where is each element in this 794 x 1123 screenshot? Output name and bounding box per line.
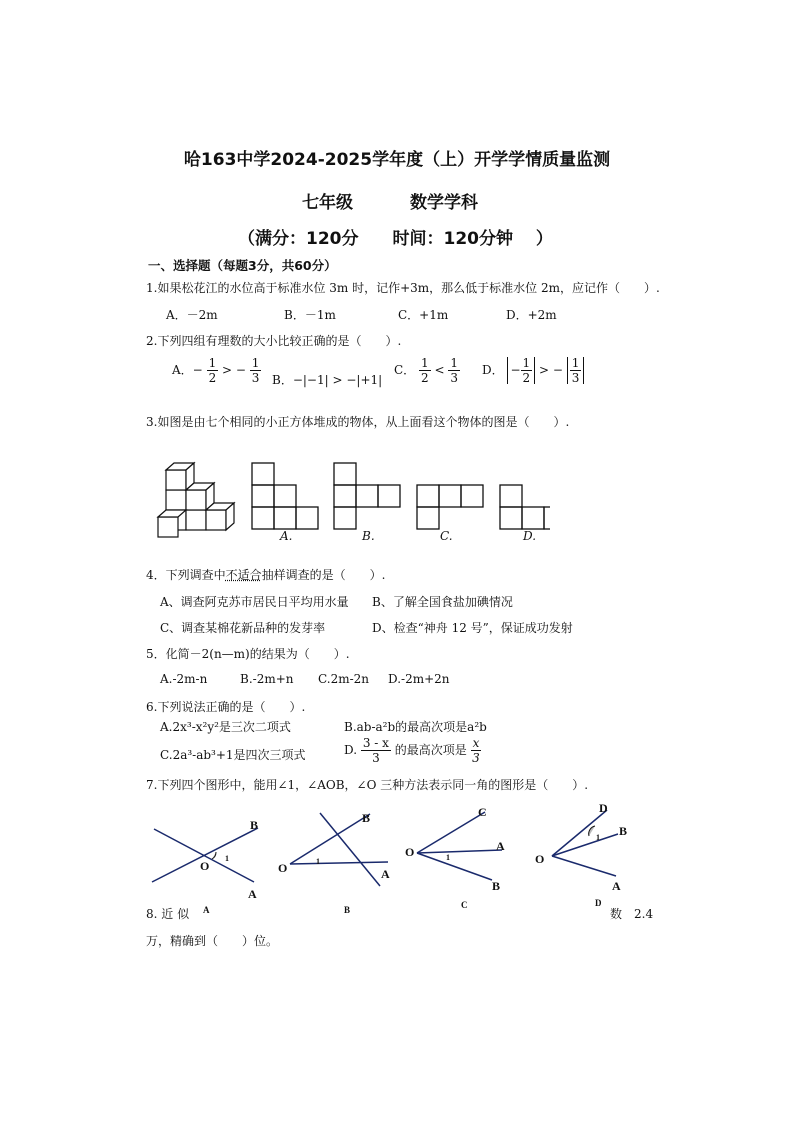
- option-c-figure: [417, 485, 483, 529]
- fig-d-label-d: D: [599, 801, 608, 815]
- q8-line-2: 万，精确到（ ）位。: [146, 934, 279, 948]
- q4-option-b: B、了解全国食盐加碘情况: [372, 595, 513, 609]
- q5-option-c: C.2m-2n: [318, 672, 369, 686]
- fig-a-label-o: O: [200, 859, 210, 873]
- q6-stem: 6.下列说法正确的是（ ）.: [146, 700, 306, 714]
- q3-label-c: C.: [440, 529, 453, 543]
- fig-d-label-b: B: [619, 824, 628, 838]
- q6-option-b: B.ab-a²b的最高次项是a²b: [344, 720, 487, 734]
- fig-d-label-o: O: [535, 852, 545, 866]
- subject-label: 数学学科: [410, 193, 478, 213]
- q6-option-a: A.2x³-x²y²是三次二项式: [160, 720, 291, 734]
- fig-b-line-2: [320, 813, 380, 886]
- q1-option-b: B．－1m: [284, 308, 336, 322]
- fig-c-label-c: C: [478, 805, 487, 819]
- exam-title: 哈163中学2024-2025学年度（上）开学学情质量监测: [183, 150, 611, 170]
- q2-option-c: C． $\frac{1}{2}$ < $\frac{1}{3}$: [394, 356, 459, 385]
- fig-label-b: B: [344, 905, 351, 915]
- fig-d-label-1: 1: [596, 833, 600, 842]
- q4-option-c: C、调查某棉花新品种的发芽率: [160, 621, 326, 635]
- fig-label-d: D: [595, 898, 602, 908]
- q6-option-d: D. $\frac{3 - x}{3}$ 的最高次项是 $\frac{x}{3}$: [344, 736, 480, 765]
- q3-label-d: D.: [523, 529, 537, 543]
- score-time-info: （满分：120分 时间：120分钟 ）: [238, 229, 553, 249]
- q4-option-d: D、检查“神舟 12 号”，保证成功发射: [372, 621, 573, 635]
- grade-label: 七年级: [302, 193, 353, 213]
- option-d-figure: [500, 485, 550, 529]
- q8-stem-start: 8. 近 似: [146, 907, 190, 921]
- q5-option-a: A.-2m-n: [160, 672, 208, 686]
- fig-a-label-b: B: [250, 818, 259, 832]
- fig-b-label-o: O: [278, 861, 288, 875]
- q1-stem: 1.如果松花江的水位高于标准水位 3m 时，记作+3m，那么低于标准水位 2m，应记作（ ）.: [146, 281, 660, 295]
- q5-stem: 5．化简－2(n—m)的结果为（ ）.: [146, 647, 350, 661]
- fig-c-label-b: B: [492, 879, 501, 893]
- fig-c-ray-a: [417, 850, 502, 853]
- fig-d-label-a: A: [612, 879, 621, 893]
- fig-c-ray-b: [417, 853, 492, 880]
- fig-c-ray-c: [417, 812, 485, 853]
- q1-option-c: C．+1m: [398, 308, 449, 322]
- fig-a-angle-mark: [212, 852, 216, 859]
- stacked-cubes-figure: [158, 463, 234, 537]
- q2-stem: 2.下列四组有理数的大小比较正确的是（ ）.: [146, 334, 402, 348]
- fig-b-line-3: [290, 814, 370, 864]
- q3-stem: 3.如图是由七个相同的小正方体堆成的物体，从上面看这个物体的图是（ ）.: [146, 415, 570, 429]
- q1-option-d: D．+2m: [506, 308, 557, 322]
- fig-a-label-a: A: [248, 887, 257, 901]
- fig-label-c: C: [461, 900, 468, 910]
- q3-label-a: A.: [280, 529, 293, 543]
- option-b-figure: [334, 463, 400, 529]
- fig-d-ray-a: [552, 856, 616, 876]
- q7-figures: [140, 798, 660, 918]
- fig-label-a: A: [203, 905, 210, 915]
- fig-c-label-a: A: [496, 839, 505, 853]
- section-heading: 一、选择题（每题3分，共60分）: [148, 258, 337, 273]
- q5-option-d: D.-2m+2n: [388, 672, 450, 686]
- fig-b-label-a: A: [381, 867, 390, 881]
- q4-stem: 4．下列调查中不适合抽样调查的是（ ）.: [146, 568, 386, 582]
- q7-stem: 7.下列四个图形中，能用∠1，∠AOB，∠O 三种方法表示同一角的图形是（ ）.: [146, 778, 589, 792]
- fig-b-label-1: 1: [316, 857, 320, 866]
- q2-option-d: D． − $\frac{1}{2}$ > − $\frac{1}{3}$: [482, 357, 584, 384]
- fig-b-label-b: B: [362, 811, 371, 825]
- q4-option-a: A、调查阿克苏市居民日平均用水量: [160, 595, 349, 609]
- q2-option-a: A．− $\frac{1}{2}$ > − $\frac{1}{3}$: [172, 356, 260, 385]
- option-a-figure: [252, 463, 318, 529]
- fig-d-ray-b: [552, 834, 618, 856]
- q5-option-b: B.-2m+n: [240, 672, 294, 686]
- q1-option-a: A．－2m: [166, 308, 218, 322]
- fig-d-angle-mark: [589, 826, 595, 836]
- fig-c-label-o: O: [405, 845, 415, 859]
- q6-option-c: C.2a³-ab³+1是四次三项式: [160, 748, 306, 762]
- q8-stem-end: 数 2.4: [610, 907, 654, 921]
- q3-label-b: B.: [362, 529, 375, 543]
- q3-figures: [150, 455, 550, 550]
- q2-option-b: B．−|−1| > −|+1|: [272, 373, 383, 387]
- fig-a-label-1: 1: [225, 854, 229, 863]
- fig-b-line-1: [290, 862, 388, 864]
- fig-c-label-1: 1: [446, 853, 450, 862]
